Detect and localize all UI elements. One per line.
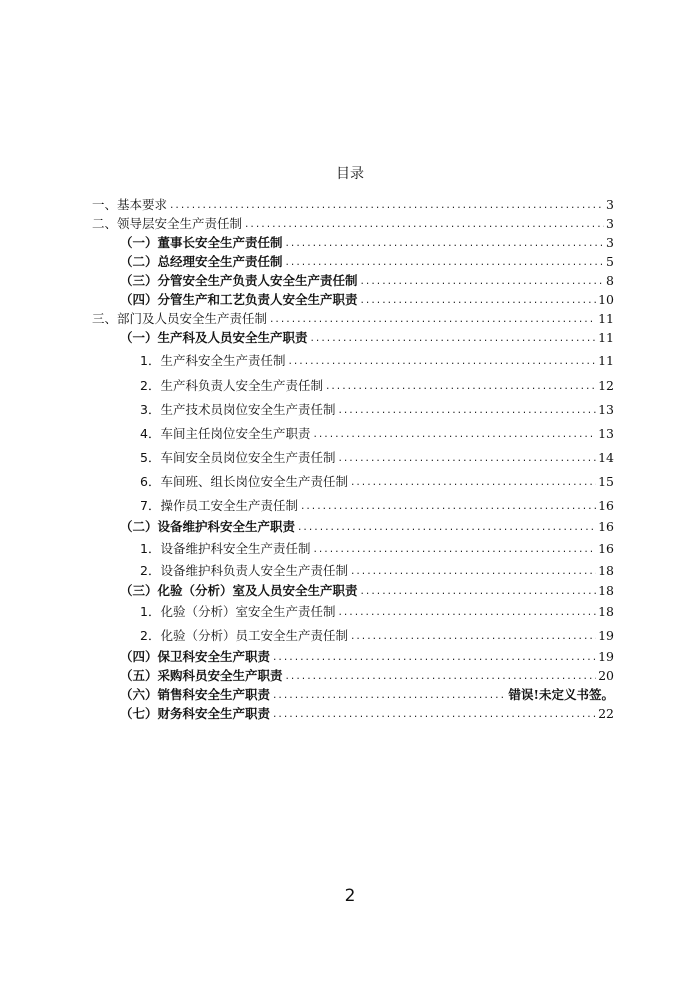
toc-leader <box>360 296 597 307</box>
toc-entry-page: 10 <box>598 292 614 307</box>
toc-entry-label: 1．设备维护科安全生产责任制 <box>140 541 311 556</box>
toc-entry-label: （一）董事长安全生产责任制 <box>120 235 283 250</box>
toc-leader <box>285 672 597 683</box>
toc-leader <box>300 502 596 513</box>
toc-leader <box>350 632 596 643</box>
toc-leader <box>350 567 596 578</box>
toc-entry[interactable] <box>92 312 614 326</box>
toc-entry-page: 16 <box>598 519 614 534</box>
toc-entry[interactable] <box>92 707 614 721</box>
page-number: 2 <box>344 886 356 906</box>
toc-entry[interactable] <box>92 564 614 578</box>
toc-entry-label: 二、领导层安全生产责任制 <box>92 216 243 231</box>
toc-entry-label: （四）保卫科安全生产职责 <box>120 649 271 664</box>
toc-entry[interactable] <box>92 629 614 643</box>
toc-leader <box>272 653 596 664</box>
toc-entry-page: 20 <box>598 668 614 683</box>
toc-leader <box>287 357 596 368</box>
toc-entry-page: 13 <box>598 426 614 441</box>
toc-entry-page: 16 <box>598 541 614 556</box>
toc-entry[interactable] <box>92 520 614 534</box>
toc-entry-page: 22 <box>598 706 614 721</box>
toc-entry[interactable] <box>92 236 614 250</box>
toc-leader <box>325 382 596 393</box>
toc-entry-page: 18 <box>598 583 614 598</box>
toc-leader <box>312 430 596 441</box>
toc-entry[interactable] <box>92 669 614 683</box>
toc-leader <box>269 315 596 326</box>
toc-entry-label: 2．设备维护科负责人安全生产责任制 <box>140 563 348 578</box>
toc-entry-label: （五）采购科员安全生产职责 <box>120 668 283 683</box>
toc-leader <box>244 220 604 231</box>
toc-entry-label: 6．车间班、组长岗位安全生产责任制 <box>140 474 348 489</box>
toc-entry[interactable] <box>92 427 614 441</box>
toc-entry[interactable] <box>92 403 614 417</box>
toc-leader <box>272 691 506 702</box>
toc-entry-page: 15 <box>598 474 614 489</box>
toc-entry-page: 11 <box>598 311 614 326</box>
toc-entry[interactable] <box>92 255 614 269</box>
toc-entry-label: 1．生产科安全生产责任制 <box>140 353 286 368</box>
toc-entry[interactable] <box>92 217 614 231</box>
toc-entry-error: 错误!未定义书签。 <box>508 687 614 702</box>
toc-leader <box>337 454 596 465</box>
toc-entry-page: 13 <box>598 402 614 417</box>
toc-entry[interactable] <box>92 354 614 368</box>
toc-entry[interactable] <box>92 293 614 307</box>
toc-entry[interactable] <box>92 605 614 619</box>
toc-entry-page: 5 <box>606 254 614 269</box>
toc-leader <box>350 478 596 489</box>
toc-entry-label: 1．化验（分析）室安全生产责任制 <box>140 604 336 619</box>
toc-entry-page: 3 <box>606 197 614 212</box>
toc-entry[interactable] <box>92 650 614 664</box>
toc-entry[interactable] <box>92 331 614 345</box>
toc-entry-label: 3．生产技术员岗位安全生产责任制 <box>140 402 336 417</box>
toc-entry-label: 4．车间主任岗位安全生产职责 <box>140 426 311 441</box>
toc-entry-label: （七）财务科安全生产职责 <box>120 706 271 721</box>
toc-entry-label: （三）分管安全生产负责人安全生产责任制 <box>120 273 358 288</box>
toc-leader <box>312 545 596 556</box>
toc-entry[interactable] <box>92 499 614 513</box>
toc-entry-label: （四）分管生产和工艺负责人安全生产职责 <box>120 292 358 307</box>
toc-entry[interactable] <box>92 274 614 288</box>
toc-entry-label: 2．化验（分析）员工安全生产责任制 <box>140 628 348 643</box>
toc-entry-page: 18 <box>598 563 614 578</box>
toc-entry[interactable] <box>92 379 614 393</box>
toc-entry-page: 11 <box>598 330 614 345</box>
toc-entry-page: 16 <box>598 498 614 513</box>
toc-entry[interactable] <box>92 688 614 702</box>
toc-entry[interactable] <box>92 451 614 465</box>
toc-entry-label: （二）总经理安全生产责任制 <box>120 254 283 269</box>
toc-entry-page: 18 <box>598 604 614 619</box>
toc-leader <box>360 277 605 288</box>
toc-entry-page: 14 <box>598 450 614 465</box>
toc-entry-page: 19 <box>598 649 614 664</box>
toc-entry[interactable] <box>92 542 614 556</box>
toc-entry-page: 11 <box>598 353 614 368</box>
toc-entry[interactable] <box>92 584 614 598</box>
toc-entry-page: 19 <box>598 628 614 643</box>
toc-leader <box>169 201 604 212</box>
toc-entry-page: 12 <box>598 378 614 393</box>
toc-entry-label: （二）设备维护科安全生产职责 <box>120 519 296 534</box>
toc-leader <box>297 523 596 534</box>
toc-entry-label: （六）销售科安全生产职责 <box>120 687 271 702</box>
toc-entry-label: 2．生产科负责人安全生产责任制 <box>140 378 323 393</box>
toc-entry-label: 5．车间安全员岗位安全生产责任制 <box>140 450 336 465</box>
toc-entry[interactable] <box>92 475 614 489</box>
toc-title: 目录 <box>336 166 364 182</box>
toc-leader <box>360 587 597 598</box>
toc-leader <box>337 406 596 417</box>
toc-leader <box>285 258 605 269</box>
toc-leader <box>272 710 596 721</box>
toc-leader <box>285 239 605 250</box>
toc-entry-label: （一）生产科及人员安全生产职责 <box>120 330 308 345</box>
toc-entry-label: 三、部门及人员安全生产责任制 <box>92 311 268 326</box>
toc-entry-label: （三）化验（分析）室及人员安全生产职责 <box>120 583 358 598</box>
toc-entry-label: 7．操作员工安全生产责任制 <box>140 498 298 513</box>
toc-entry-label: 一、基本要求 <box>92 197 168 212</box>
toc-entry-page: 8 <box>606 273 614 288</box>
toc-entry[interactable] <box>92 198 614 212</box>
toc-leader <box>337 608 596 619</box>
toc-leader <box>310 334 597 345</box>
toc-entry-page: 3 <box>606 216 614 231</box>
toc-entry-page: 3 <box>606 235 614 250</box>
